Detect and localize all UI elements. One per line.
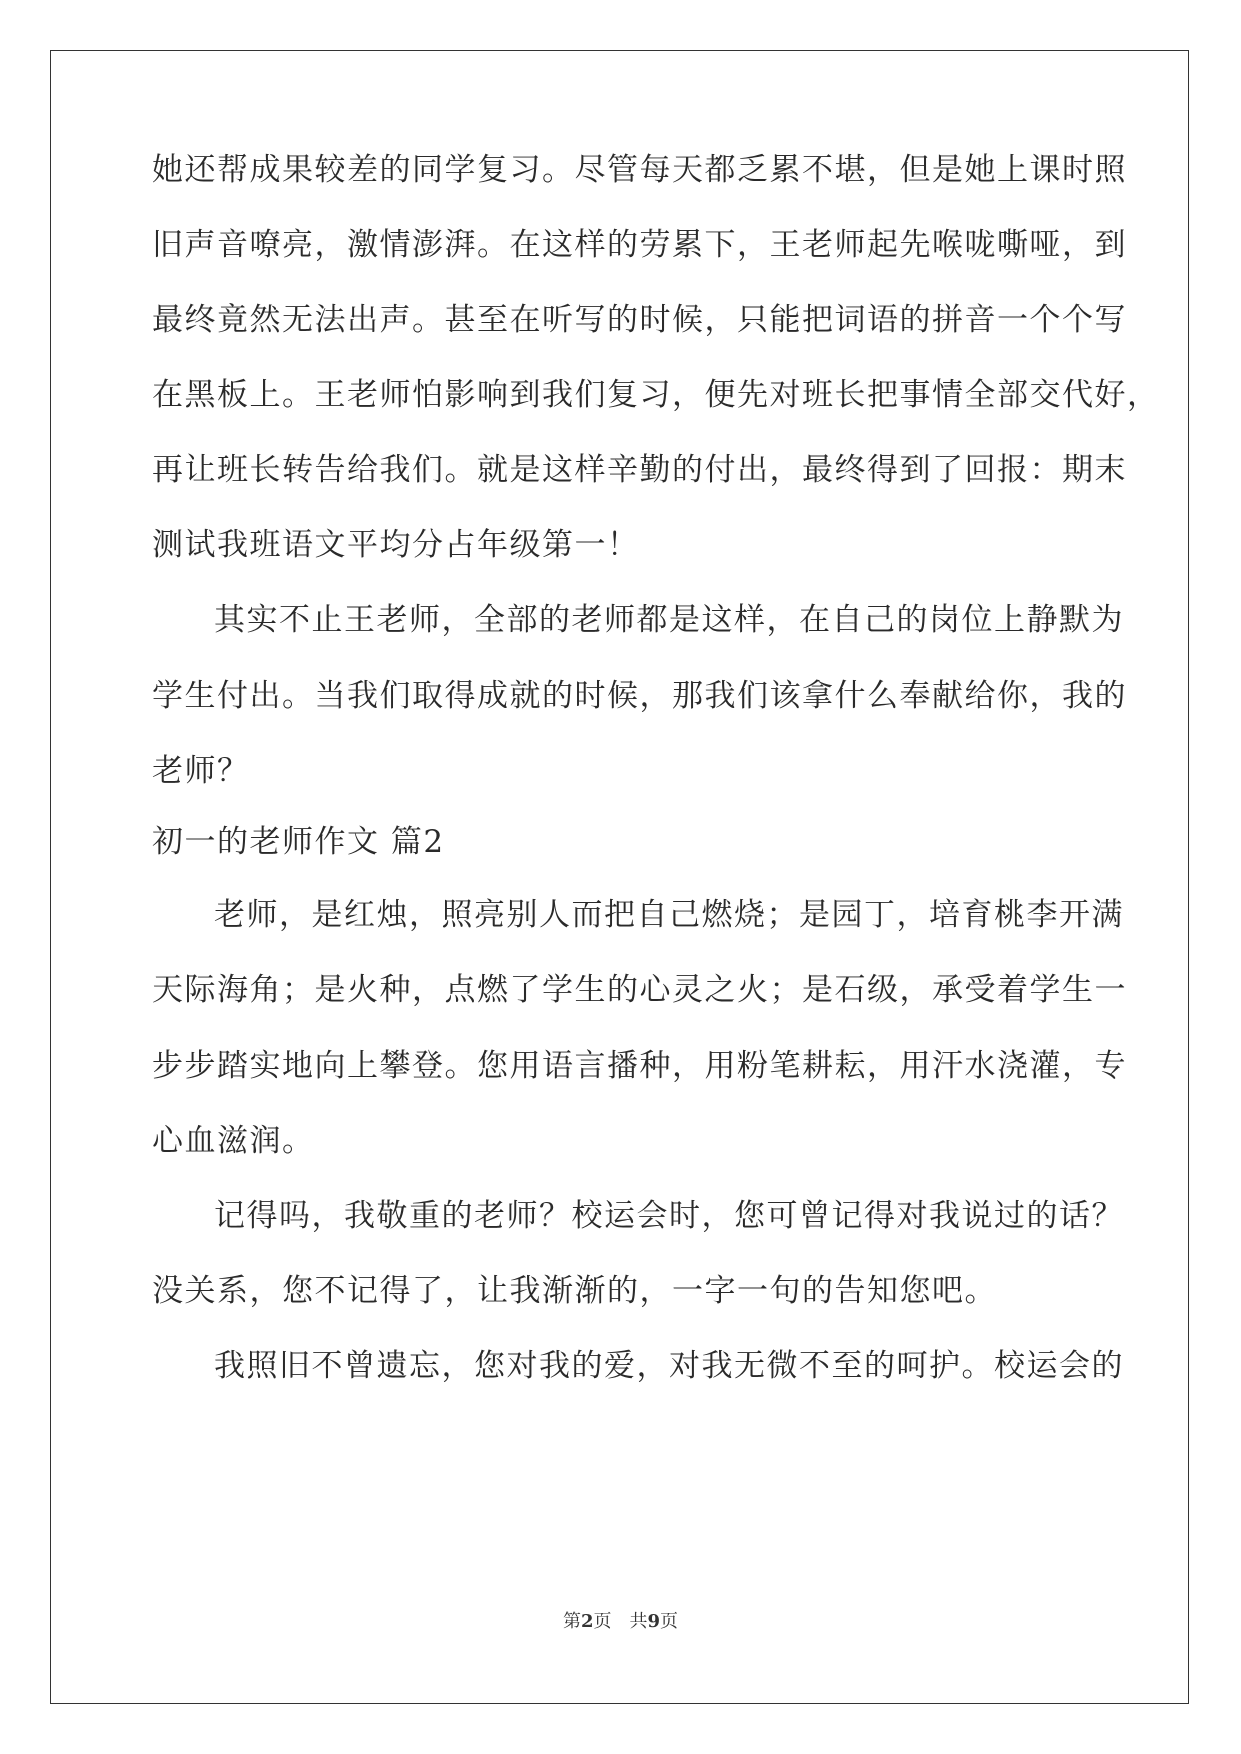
section-heading: 初一的老师作文 篇2 — [152, 824, 445, 860]
text-line: 心血滋润。 — [152, 1123, 315, 1159]
text-line: 我照旧不曾遗忘，您对我的爱，对我无微不至的呵护。校运会的 — [214, 1348, 1124, 1384]
current-page-number: 2 — [580, 1611, 594, 1632]
text-line: 步步踏实地向上攀登。您用语言播种，用粉笔耕耘，用汗水浇灌，专 — [152, 1048, 1127, 1084]
text-line: 在黑板上。王老师怕影响到我们复习，便先对班长把事情全部交代好， — [152, 377, 1160, 413]
text-line: 测试我班语文平均分占年级第一！ — [152, 527, 640, 563]
text-line: 学生付出。当我们取得成就的时候，那我们该拿什么奉献给你，我的 — [152, 678, 1127, 714]
text-line: 老师，是红烛，照亮别人而把自己燃烧；是园丁，培育桃李开满 — [214, 897, 1124, 933]
text-line: 天际海角；是火种，点燃了学生的心灵之火；是石级，承受着学生一 — [152, 972, 1127, 1008]
footer-middle: 页 共 — [593, 1611, 648, 1632]
text-line: 记得吗，我敬重的老师？校运会时，您可曾记得对我说过的话？ — [214, 1198, 1124, 1234]
page-footer — [0, 1610, 1241, 1634]
text-line: 她还帮成果较差的同学复习。尽管每天都乏累不堪，但是她上课时照 — [152, 152, 1127, 188]
page-border — [50, 50, 1189, 1704]
footer-prefix: 第 — [562, 1611, 581, 1632]
text-line: 其实不止王老师，全部的老师都是这样，在自己的岗位上静默为 — [214, 602, 1124, 638]
total-page-number: 9 — [647, 1611, 661, 1632]
text-line: 旧声音嘹亮，激情澎湃。在这样的劳累下，王老师起先喉咙嘶哑，到 — [152, 227, 1127, 263]
text-line: 老师？ — [152, 753, 250, 789]
footer-suffix: 页 — [660, 1611, 679, 1632]
text-line: 最终竟然无法出声。甚至在听写的时候，只能把词语的拼音一个个写 — [152, 302, 1127, 338]
text-line: 没关系，您不记得了，让我渐渐的，一字一句的告知您吧。 — [152, 1273, 997, 1309]
text-line: 再让班长转告给我们。就是这样辛勤的付出，最终得到了回报：期末 — [152, 452, 1127, 488]
